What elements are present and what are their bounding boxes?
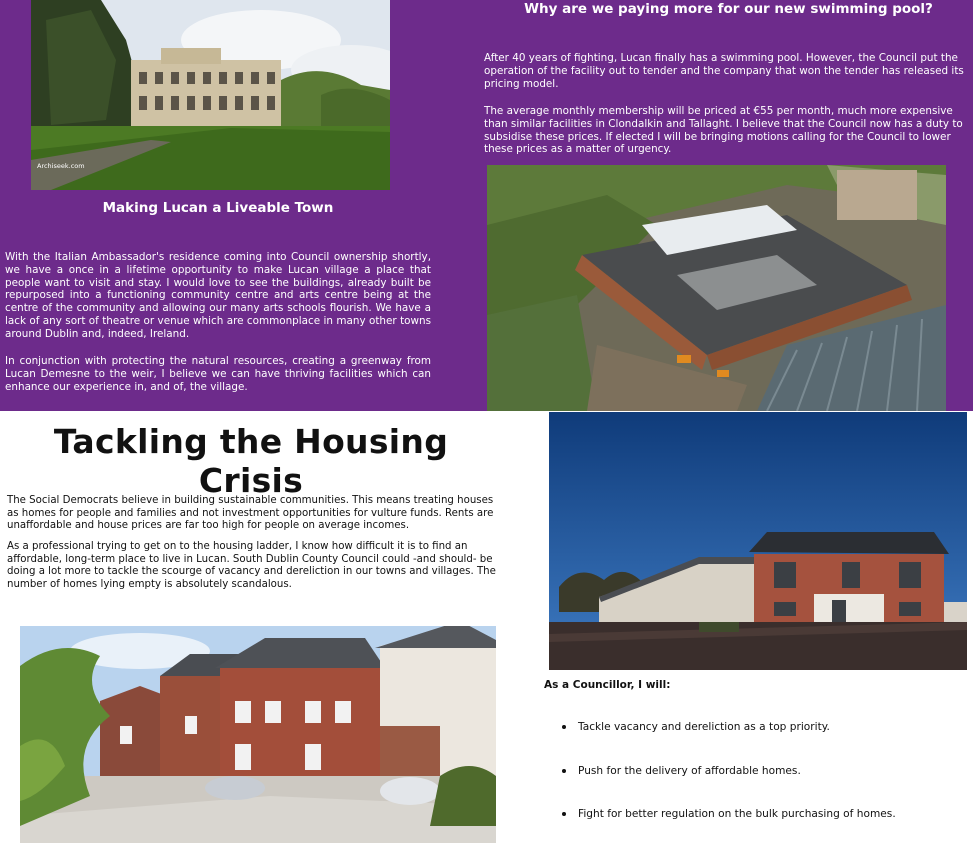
commitment-text: Tackle vacancy and dereliction as a top priority. (578, 721, 830, 733)
ambassador-residence-photo (31, 0, 390, 190)
housing-paragraph-1: The Social Democrats believe in building sustainable communities. This means treating houses as homes for people and families and not investment opportunities for vulture funds. Rents are unaffordable and house prices are far too high for people on average incomes. (7, 495, 494, 532)
liveable-town-heading: Making Lucan a Liveable Town (102, 200, 334, 216)
modern-house-photo (549, 412, 967, 670)
photo-watermark: Archiseek.com (37, 162, 85, 170)
bullet-icon (562, 769, 566, 773)
commitments-list (560, 712, 960, 843)
swimming-pool-paragraph-1: After 40 years of fighting, Lucan finally has a swimming pool. However, the Council put the operation of the facility out to tender and the company that won the tender has released its pricing model. (484, 52, 964, 90)
terraced-houses-photo (20, 626, 496, 843)
bullet-icon (562, 725, 566, 729)
liveable-town-paragraph-1: With the Italian Ambassador's residence coming into Council ownership shortly, we have a once in a lifetime opportunity to make Lucan village a place that people want to visit and stay. I would love to see the buildings, already built be repurposed into a functioning community centre and arts centre being at the centre of the community and allowing our many arts schools flourish. We have a lack of any sort of theatre or venue which are commonplace in many other towns around Dublin and, indeed, Ireland. (5, 251, 431, 340)
bullet-icon (562, 812, 566, 816)
commitment-item (560, 799, 960, 843)
commitment-item (560, 712, 960, 756)
swimming-pool-aerial-photo (487, 165, 946, 411)
commitments-heading: As a Councillor, I will: (544, 679, 671, 691)
commitment-item (560, 756, 960, 800)
housing-crisis-title: Tackling the Housing Crisis (53, 422, 449, 500)
swimming-pool-heading: Why are we paying more for our new swimming pool? (524, 1, 933, 17)
commitment-text: Push for the delivery of affordable homes. (578, 764, 801, 777)
swimming-pool-paragraph-2: The average monthly membership will be priced at €55 per month, much more expensive than similar facilities in Clondalkin and Tallaght. I believe that the Council now has a duty to subsidise these prices. If elected I will be bringing motions calling for the Council to lower these prices as a matter of urgency. (484, 105, 963, 156)
housing-paragraph-2: As a professional trying to get on to the housing ladder, I know how difficult it is to find an affordable, long-term place to live in Lucan. South Dublin County Council could -and should- be doing a lot more to tackle the scourge of vacancy and dereliction in our towns and villages. The number of homes lying empty is absolutely scandalous. (7, 541, 496, 590)
liveable-town-paragraph-2: In conjunction with protecting the natural resources, creating a greenway from Lucan Demesne to the weir, I believe we can have thriving facilities which can enhance our experience in, and of, the village. (5, 355, 431, 393)
commitment-text: Fight for better regulation on the bulk purchasing of homes. (578, 808, 896, 820)
